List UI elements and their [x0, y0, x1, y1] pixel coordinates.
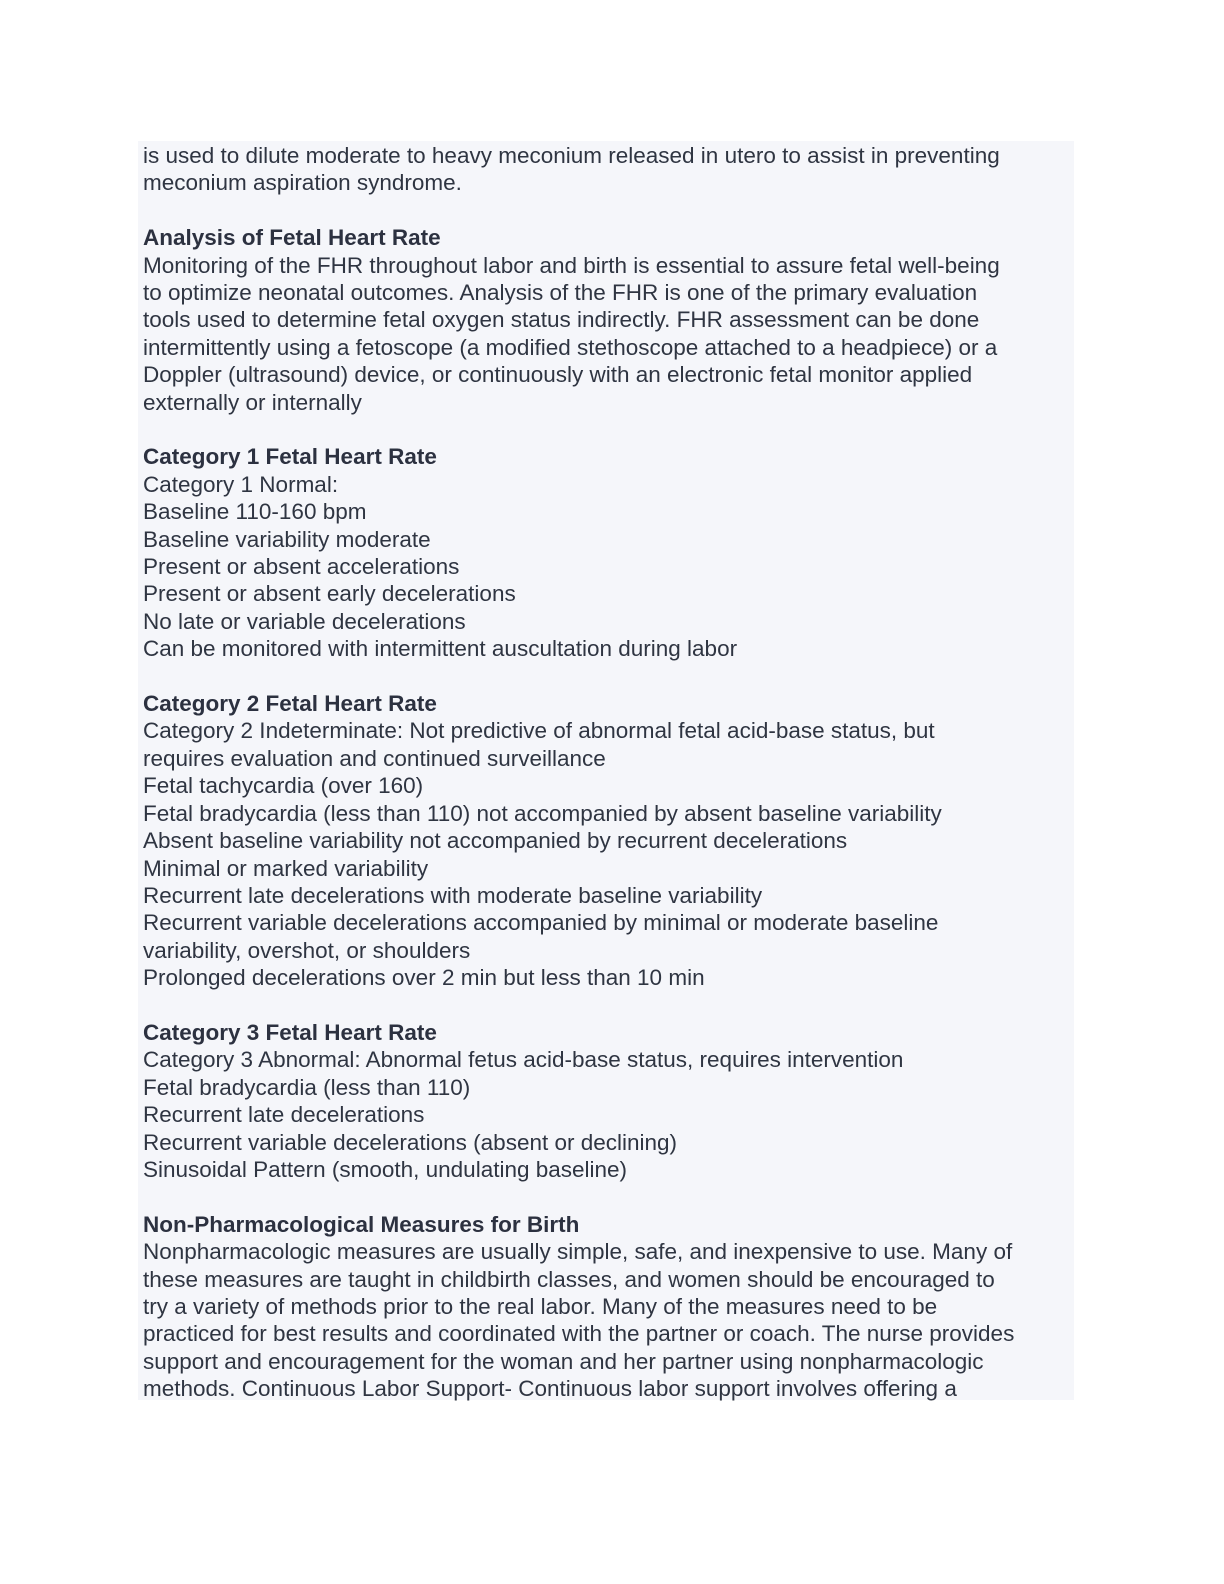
text-line: to optimize neonatal outcomes. Analysis of the FHR is one of the primary evaluation — [143, 280, 978, 306]
text-line: variability, overshot, or shoulders — [143, 937, 471, 963]
text-line: Category 1 Normal: — [143, 471, 339, 497]
text-line: Baseline 110-160 bpm — [143, 499, 367, 525]
text-line: Present or absent early decelerations — [143, 581, 516, 607]
section-category-3 — [143, 1019, 1074, 1183]
text-line: No late or variable decelerations — [143, 608, 466, 634]
section-analysis-fhr — [143, 224, 1074, 416]
text-line: Can be monitored with intermittent auscultation during labor — [143, 636, 738, 662]
section-heading: Category 1 Fetal Heart Rate — [143, 444, 437, 470]
text-line: Recurrent late decelerations — [143, 1102, 425, 1128]
text-line: Doppler (ultrasound) device, or continuously with an electronic fetal monitor applied — [143, 362, 973, 388]
text-line: Minimal or marked variability — [143, 855, 429, 881]
text-line: methods. Continuous Labor Support- Continuous labor support involves offering a — [143, 1376, 957, 1402]
text-line: Category 2 Indeterminate: Not predictive of abnormal fetal acid-base status, but — [143, 718, 935, 744]
text-line: tools used to determine fetal oxygen status indirectly. FHR assessment can be done — [143, 307, 980, 333]
text-line: Fetal bradycardia (less than 110) not accompanied by absent baseline variability — [143, 800, 942, 826]
document-text-block — [138, 141, 1074, 1400]
section-heading: Analysis of Fetal Heart Rate — [143, 225, 441, 251]
text-line: Present or absent accelerations — [143, 554, 460, 580]
text-line: support and encouragement for the woman and her partner using nonpharmacologic — [143, 1348, 984, 1374]
section-heading: Non-Pharmacological Measures for Birth — [143, 1211, 580, 1237]
section-heading: Category 2 Fetal Heart Rate — [143, 691, 437, 717]
text-line: requires evaluation and continued surveillance — [143, 745, 606, 771]
text-line: meconium aspiration syndrome. — [143, 170, 462, 196]
text-line: Nonpharmacologic measures are usually simple, safe, and inexpensive to use. Many of — [143, 1239, 1013, 1265]
text-line: Recurrent variable decelerations (absent or declining) — [143, 1129, 678, 1155]
text-line: intermittently using a fetoscope (a modified stethoscope attached to a headpiece) or a — [143, 334, 998, 360]
text-line: is used to dilute moderate to heavy meconium released in utero to assist in preventing — [143, 143, 1000, 168]
section-category-1 — [143, 443, 1074, 662]
text-line: Prolonged decelerations over 2 min but less than 10 min — [143, 965, 705, 991]
text-line: Recurrent late decelerations with moderate baseline variability — [143, 882, 763, 908]
text-line: Recurrent variable decelerations accompanied by minimal or moderate baseline — [143, 910, 939, 936]
section-non-pharmacological — [143, 1211, 1074, 1403]
text-line: these measures are taught in childbirth classes, and women should be encouraged to — [143, 1266, 995, 1292]
text-line: Sinusoidal Pattern (smooth, undulating baseline) — [143, 1156, 628, 1182]
section-category-2 — [143, 690, 1074, 991]
text-line: Baseline variability moderate — [143, 526, 431, 552]
text-line: practiced for best results and coordinated with the partner or coach. The nurse provides — [143, 1321, 1015, 1347]
text-line: Absent baseline variability not accompanied by recurrent decelerations — [143, 828, 848, 854]
text-line: Monitoring of the FHR throughout labor and birth is essential to assure fetal well-being — [143, 252, 1000, 278]
text-line: try a variety of methods prior to the real labor. Many of the measures need to be — [143, 1293, 938, 1319]
text-line: Category 3 Abnormal: Abnormal fetus acid-base status, requires intervention — [143, 1047, 904, 1073]
text-line: Fetal tachycardia (over 160) — [143, 773, 424, 799]
intro-paragraph — [143, 141, 1074, 197]
text-line: Fetal bradycardia (less than 110) — [143, 1074, 471, 1100]
section-heading: Category 3 Fetal Heart Rate — [143, 1019, 437, 1045]
text-line: externally or internally — [143, 389, 362, 415]
